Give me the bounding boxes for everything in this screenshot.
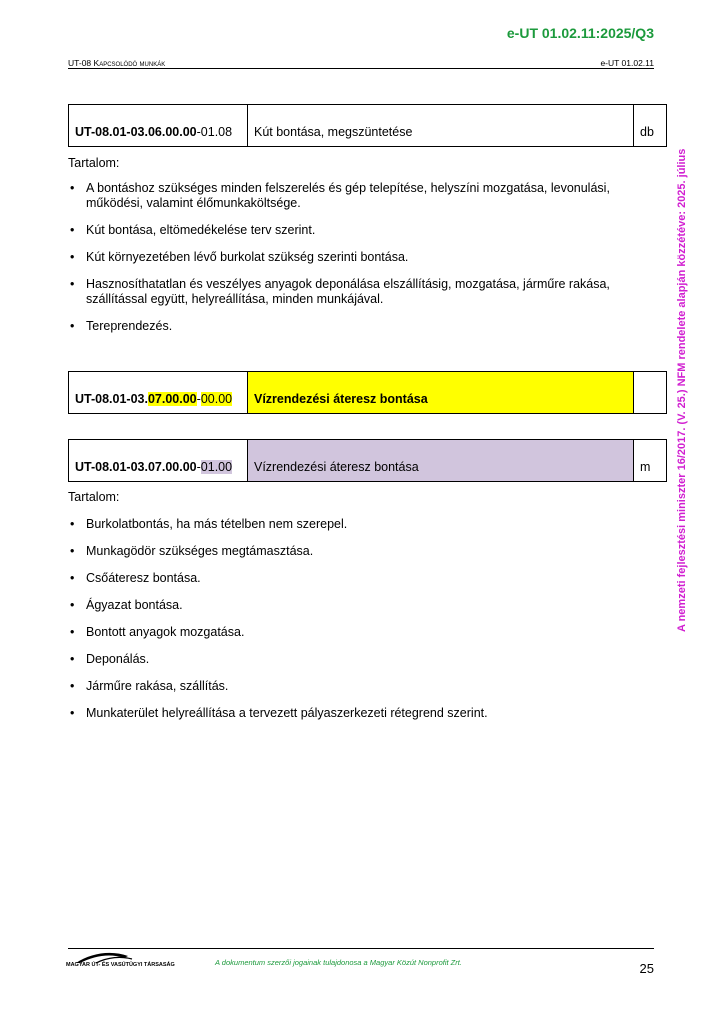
item-title: Vízrendezési áteresz bontása (248, 440, 634, 482)
item-unit (634, 372, 667, 414)
item-code-dash: - (196, 392, 201, 406)
footer-divider (68, 948, 654, 949)
item-code-highlight: 07.00.00 (147, 392, 197, 406)
content-label: Tartalom: (68, 490, 120, 504)
section-title (68, 58, 165, 68)
item-code (69, 440, 248, 482)
item-unit: m (634, 440, 667, 482)
list-item: • Hasznosíthatatlan és veszélyes anyagok deponálása elszállításig, mozgatása, járműre rakása, szállítással együtt, helyreállítása, minden munkájával. (68, 277, 628, 307)
publication-note: A nemzeti fejlesztési miniszter 16/2017. (V. 25.) NFM rendelete alapján közzétéve: 2025. július (676, 148, 688, 632)
list-item: • Munkaterület helyreállítása a tervezett pályaszerkezeti rétegrend szerint. (68, 706, 628, 721)
content-list (68, 181, 628, 334)
section-prefix: UT-08 (68, 58, 94, 68)
list-item: • Munkagödör szükséges megtámasztása. (68, 544, 628, 559)
logo-text: MAGYAR ÚT- ÉS VASÚTÜGYI TÁRSASÁG (66, 962, 175, 968)
list-item: • Csőáteresz bontása. (68, 571, 628, 586)
item-code-suffix: -01.08 (196, 125, 233, 139)
list-item: • A bontáshoz szükséges minden felszerelés és gép telepítése, helyszíni mozgatása, levonulási, működési, valamint élőmunkaköltsége. (68, 181, 628, 211)
item-code-suffix: 00.00 (200, 392, 233, 406)
section-rest: apcsolódó munkák (99, 58, 166, 68)
list-item: • Deponálás. (68, 652, 628, 667)
content-list (68, 517, 628, 721)
item-table-ateresz-bontasa (68, 439, 667, 482)
list-item: • Burkolatbontás, ha más tételben nem szerepel. (68, 517, 628, 532)
content-label: Tartalom: (68, 156, 120, 170)
item-code (69, 105, 248, 147)
item-table-ateresz-group (68, 371, 667, 414)
copyright-notice: A dokumentum szerzői jogainak tulajdonosa a Magyar Közút Nonprofit Zrt. (215, 958, 462, 967)
running-header (68, 58, 654, 69)
item-code-main: UT-08.01-03.06.00.00 (75, 125, 197, 139)
section-initial: K (93, 58, 100, 68)
item-code-suffix: 01.00 (200, 460, 233, 474)
list-item: • Járműre rakása, szállítás. (68, 679, 628, 694)
list-item: • Kút környezetében lévő burkolat szükség szerinti bontása. (68, 250, 628, 265)
item-table-kut-bontasa (68, 104, 667, 147)
list-item: • Bontott anyagok mozgatása. (68, 625, 628, 640)
page-number: 25 (639, 961, 654, 976)
list-item: • Tereprendezés. (68, 319, 628, 334)
document-code: e-UT 01.02.11:2025/Q3 (506, 25, 654, 41)
item-code-main: UT-08.01-03. (75, 392, 148, 406)
association-logo (66, 950, 175, 972)
item-unit: db (634, 105, 667, 147)
item-code (69, 372, 248, 414)
list-item: • Kút bontása, eltömedékelése terv szerint. (68, 223, 628, 238)
item-title: Vízrendezési áteresz bontása (248, 372, 634, 414)
document-short-code: e-UT 01.02.11 (600, 58, 654, 68)
item-code-dash: - (196, 460, 201, 474)
list-item: • Ágyazat bontása. (68, 598, 628, 613)
item-code-main: UT-08.01-03.07.00.00 (75, 460, 197, 474)
item-title: Kút bontása, megszüntetése (248, 105, 634, 147)
